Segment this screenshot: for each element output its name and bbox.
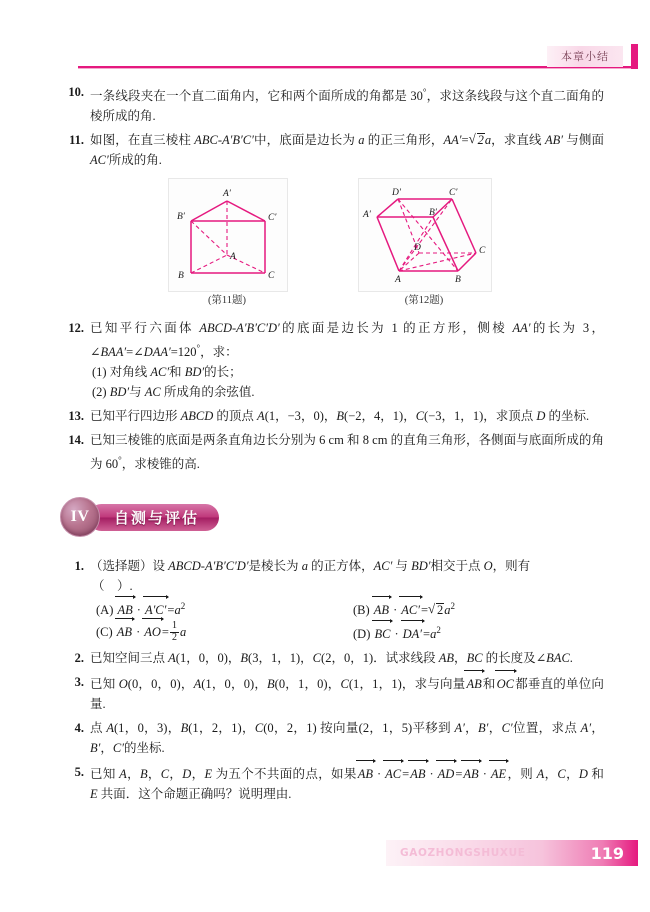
choice-row: [90, 620, 604, 644]
label-A: A: [395, 275, 401, 285]
figure-parallelepiped: [358, 178, 492, 292]
choice-option-a[interactable]: (A) AB · $A'C'=a^2$: [90, 596, 347, 620]
exercise-number: 14.: [68, 433, 84, 448]
figure-caption: (第11题): [207, 295, 247, 306]
page-footer: [386, 840, 638, 866]
label-C: C: [268, 271, 275, 281]
selftest-item: [0, 648, 650, 668]
figure-row: [0, 174, 650, 314]
choice-option-b[interactable]: (B) AB · AC′= √ $2a^2$: [347, 596, 604, 620]
selftest-item: [0, 718, 650, 758]
label-A-prime: A′: [223, 189, 231, 199]
selftest-number: 5.: [74, 765, 84, 780]
selftest-number: 2.: [74, 651, 84, 666]
label-A-prime: A′: [363, 210, 371, 220]
page-number: 119: [590, 843, 624, 863]
exercise-text: 已知平行六面体 ABCD-A′B′C′D′的底面是边长为 1 的正方形，侧棱 AA′的长为 3，∠BAA′=∠DAA′=120°，求： (1) 对角线 AC′和 BD′的长； (2) BD′与 AC 所成角的余弦值.: [90, 321, 604, 400]
exercise-item: [0, 430, 650, 474]
selftest-number: 4.: [74, 721, 84, 736]
label-C-prime: C′: [268, 213, 277, 223]
chapter-label: 本章小结: [547, 46, 623, 67]
page-header: [0, 44, 650, 74]
exercise-text: 已知平行四边形 ABCD 的顶点 A(1，−3，0)，B(−2，4，1)，C(−3，1，1)，求顶点 D 的坐标.: [90, 409, 590, 424]
exercise-number: 13.: [68, 409, 84, 424]
figure-caption: (第12题): [404, 295, 444, 306]
section-numeral-badge: IV: [60, 497, 100, 537]
choice-row: [90, 596, 604, 620]
exercise-list-top: [0, 82, 650, 174]
selftest-item: [0, 556, 650, 644]
exercise-number: 10.: [68, 85, 84, 99]
label-B: B: [178, 271, 184, 281]
label-B-prime: B′: [429, 208, 437, 218]
label-D: D: [414, 243, 421, 253]
header-rule-secondary: [78, 68, 638, 69]
figure-prism: [168, 178, 288, 292]
selftest-number: 1.: [74, 559, 84, 573]
selftest-text: 已知空间三点 A(1，0，0)，B(3，1，1)，C(2，0，1)．试求线段 AB，BC 的长度及∠BAC.: [90, 651, 573, 666]
selftest-number: 3.: [74, 675, 84, 690]
selftest-text: 点 A(1，0，3)，B(1，2，1)，C(0，2，1) 按向量(2，1，5)平移到 A′，B′，C′位置，求点 A′，B′，C′的坐标.: [90, 721, 604, 756]
header-accent-tab: [631, 44, 638, 69]
label-C-prime: C′: [449, 188, 458, 198]
choice-group: [90, 596, 604, 644]
exercise-text: 如图，在直三棱柱 ABC-A′B′C′中，底面是边长为 a 的正三角形，AA′= √ 2a，求直线 AB′ 与侧面 AC′所成的角.: [84, 130, 604, 170]
label-B-prime: B′: [177, 212, 185, 222]
exercise-number: 12.: [68, 321, 84, 335]
footer-brand: GAOZHONGSHUXUE: [400, 847, 526, 859]
exercise-number: 11.: [69, 133, 84, 148]
section-title: 自测与评估: [88, 504, 219, 531]
selftest-list: [0, 556, 650, 808]
parallelepiped-drawing: [359, 179, 491, 291]
label-A: A: [230, 252, 236, 262]
exercise-item: [0, 82, 650, 126]
selftest-text: 已知 O(0，0，0)，A(1，0，0)，B(0，1，0)，C(1，1，1)，求与向量AB和OC都垂直的单位向量.: [84, 672, 604, 714]
selftest-item: [0, 672, 650, 714]
label-D-prime: D′: [392, 188, 401, 198]
selftest-text: （选择题）设 ABCD-A′B′C′D′是棱长为 a 的正方体，AC′ 与 BD′相交于点 O，则有 （ ）. (A) AB · $A'C'=a^2$ (B) AB · AC′= √ $2a^2$ (C) AB · AO= $\frac{1}{2}$ a (D) BC · $DA'=a^2$: [84, 556, 604, 644]
exercise-item: [0, 406, 650, 426]
choice-option-c[interactable]: (C) AB · AO= $\frac{1}{2}$ a: [96, 620, 187, 643]
selftest-item: [0, 762, 650, 804]
label-C: C: [479, 246, 486, 256]
label-B: B: [455, 275, 461, 285]
choice-option-d[interactable]: (D) BC · $DA'=a^2$: [347, 620, 604, 644]
exercise-text: 已知三棱锥的底面是两条直角边长分别为 6 cm 和 8 cm 的直角三角形，各侧面与底面所成的角为 60°，求棱锥的高.: [90, 433, 604, 472]
prism-drawing: [169, 179, 287, 291]
section-header: [60, 498, 219, 536]
exercise-item: [0, 130, 650, 170]
exercise-text: 一条线段夹在一个直二面角内，它和两个面所成的角都是 30°，求这条线段与这个直二面角的棱所成的角.: [90, 87, 604, 124]
selftest-text: 已知 A，B，C，D，E 为五个不共面的点，如果AB · AC=AB · AD=AB · AE，则 A，C，D 和 E 共面．这个命题正确吗？说明理由.: [84, 762, 604, 804]
exercise-list-bottom: [0, 318, 650, 478]
exercise-item: [0, 318, 650, 402]
